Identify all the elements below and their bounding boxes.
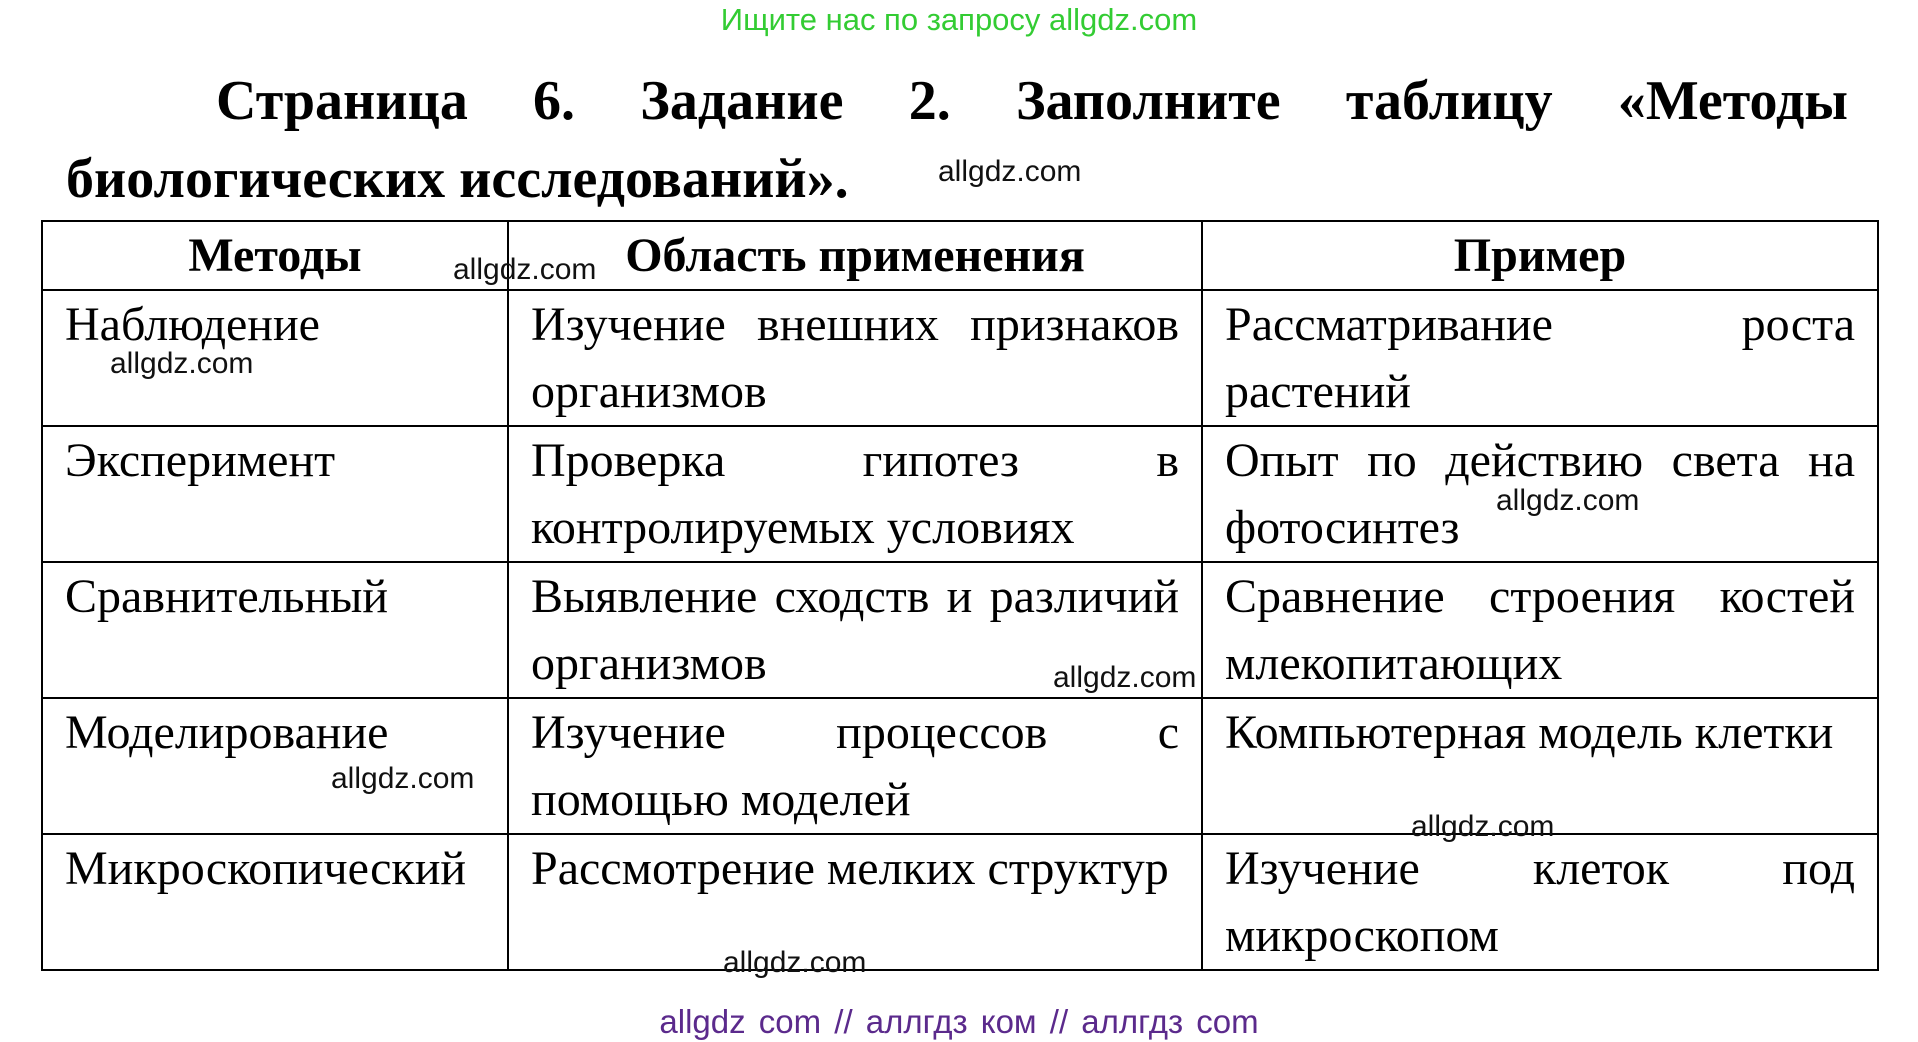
application-cell: Изучение процессов с помощью моделей	[508, 698, 1202, 834]
watermark: allgdz.com	[453, 253, 597, 286]
table-row	[42, 834, 1878, 970]
table-row	[42, 698, 1878, 834]
watermark: allgdz.com	[938, 155, 1082, 188]
example-cell: Сравнение строения костей млекопитающих	[1202, 562, 1878, 698]
application-cell: Изучение внешних признаков организмов	[508, 290, 1202, 426]
method-cell: Наблюдение	[42, 290, 508, 426]
watermark: allgdz.com	[331, 762, 475, 795]
method-cell: Эксперимент	[42, 426, 508, 562]
watermark: allgdz.com	[110, 347, 254, 380]
watermark: allgdz.com	[1411, 810, 1555, 843]
methods-table	[41, 220, 1879, 971]
column-header-methods: Методы	[42, 221, 508, 290]
watermark: allgdz.com	[1053, 661, 1197, 694]
table-row	[42, 290, 1878, 426]
example-cell: Изучение клеток под микроскопом	[1202, 834, 1878, 970]
bottom-banner: allgdz com // аллгдз ком // аллгдз com	[659, 1003, 1259, 1040]
example-cell: Опыт по действию света на фотосинтез	[1202, 426, 1878, 562]
example-cell: Рассматривание роста растений	[1202, 290, 1878, 426]
column-header-example: Пример	[1202, 221, 1878, 290]
table-row	[42, 562, 1878, 698]
method-cell: Моделирование	[42, 698, 508, 834]
application-cell: Выявление сходств и различий организмов	[508, 562, 1202, 698]
watermark: allgdz.com	[723, 946, 867, 979]
example-cell: Компьютерная модель клетки	[1202, 698, 1878, 834]
page-title: Страница 6. Задание 2. Заполните таблицу «Методы биологических исследований».	[66, 70, 1848, 210]
application-cell: Проверка гипотез в контролируемых условиях	[508, 426, 1202, 562]
column-header-application: Область применения	[508, 221, 1202, 290]
table-header-row	[42, 221, 1878, 290]
method-cell: Микроскопический	[42, 834, 508, 970]
application-cell: Рассмотрение мелких структур	[508, 834, 1202, 970]
top-banner: Ищите нас по запросу allgdz.com	[720, 2, 1198, 37]
watermark: allgdz.com	[1496, 484, 1640, 517]
method-cell: Сравнительный	[42, 562, 508, 698]
